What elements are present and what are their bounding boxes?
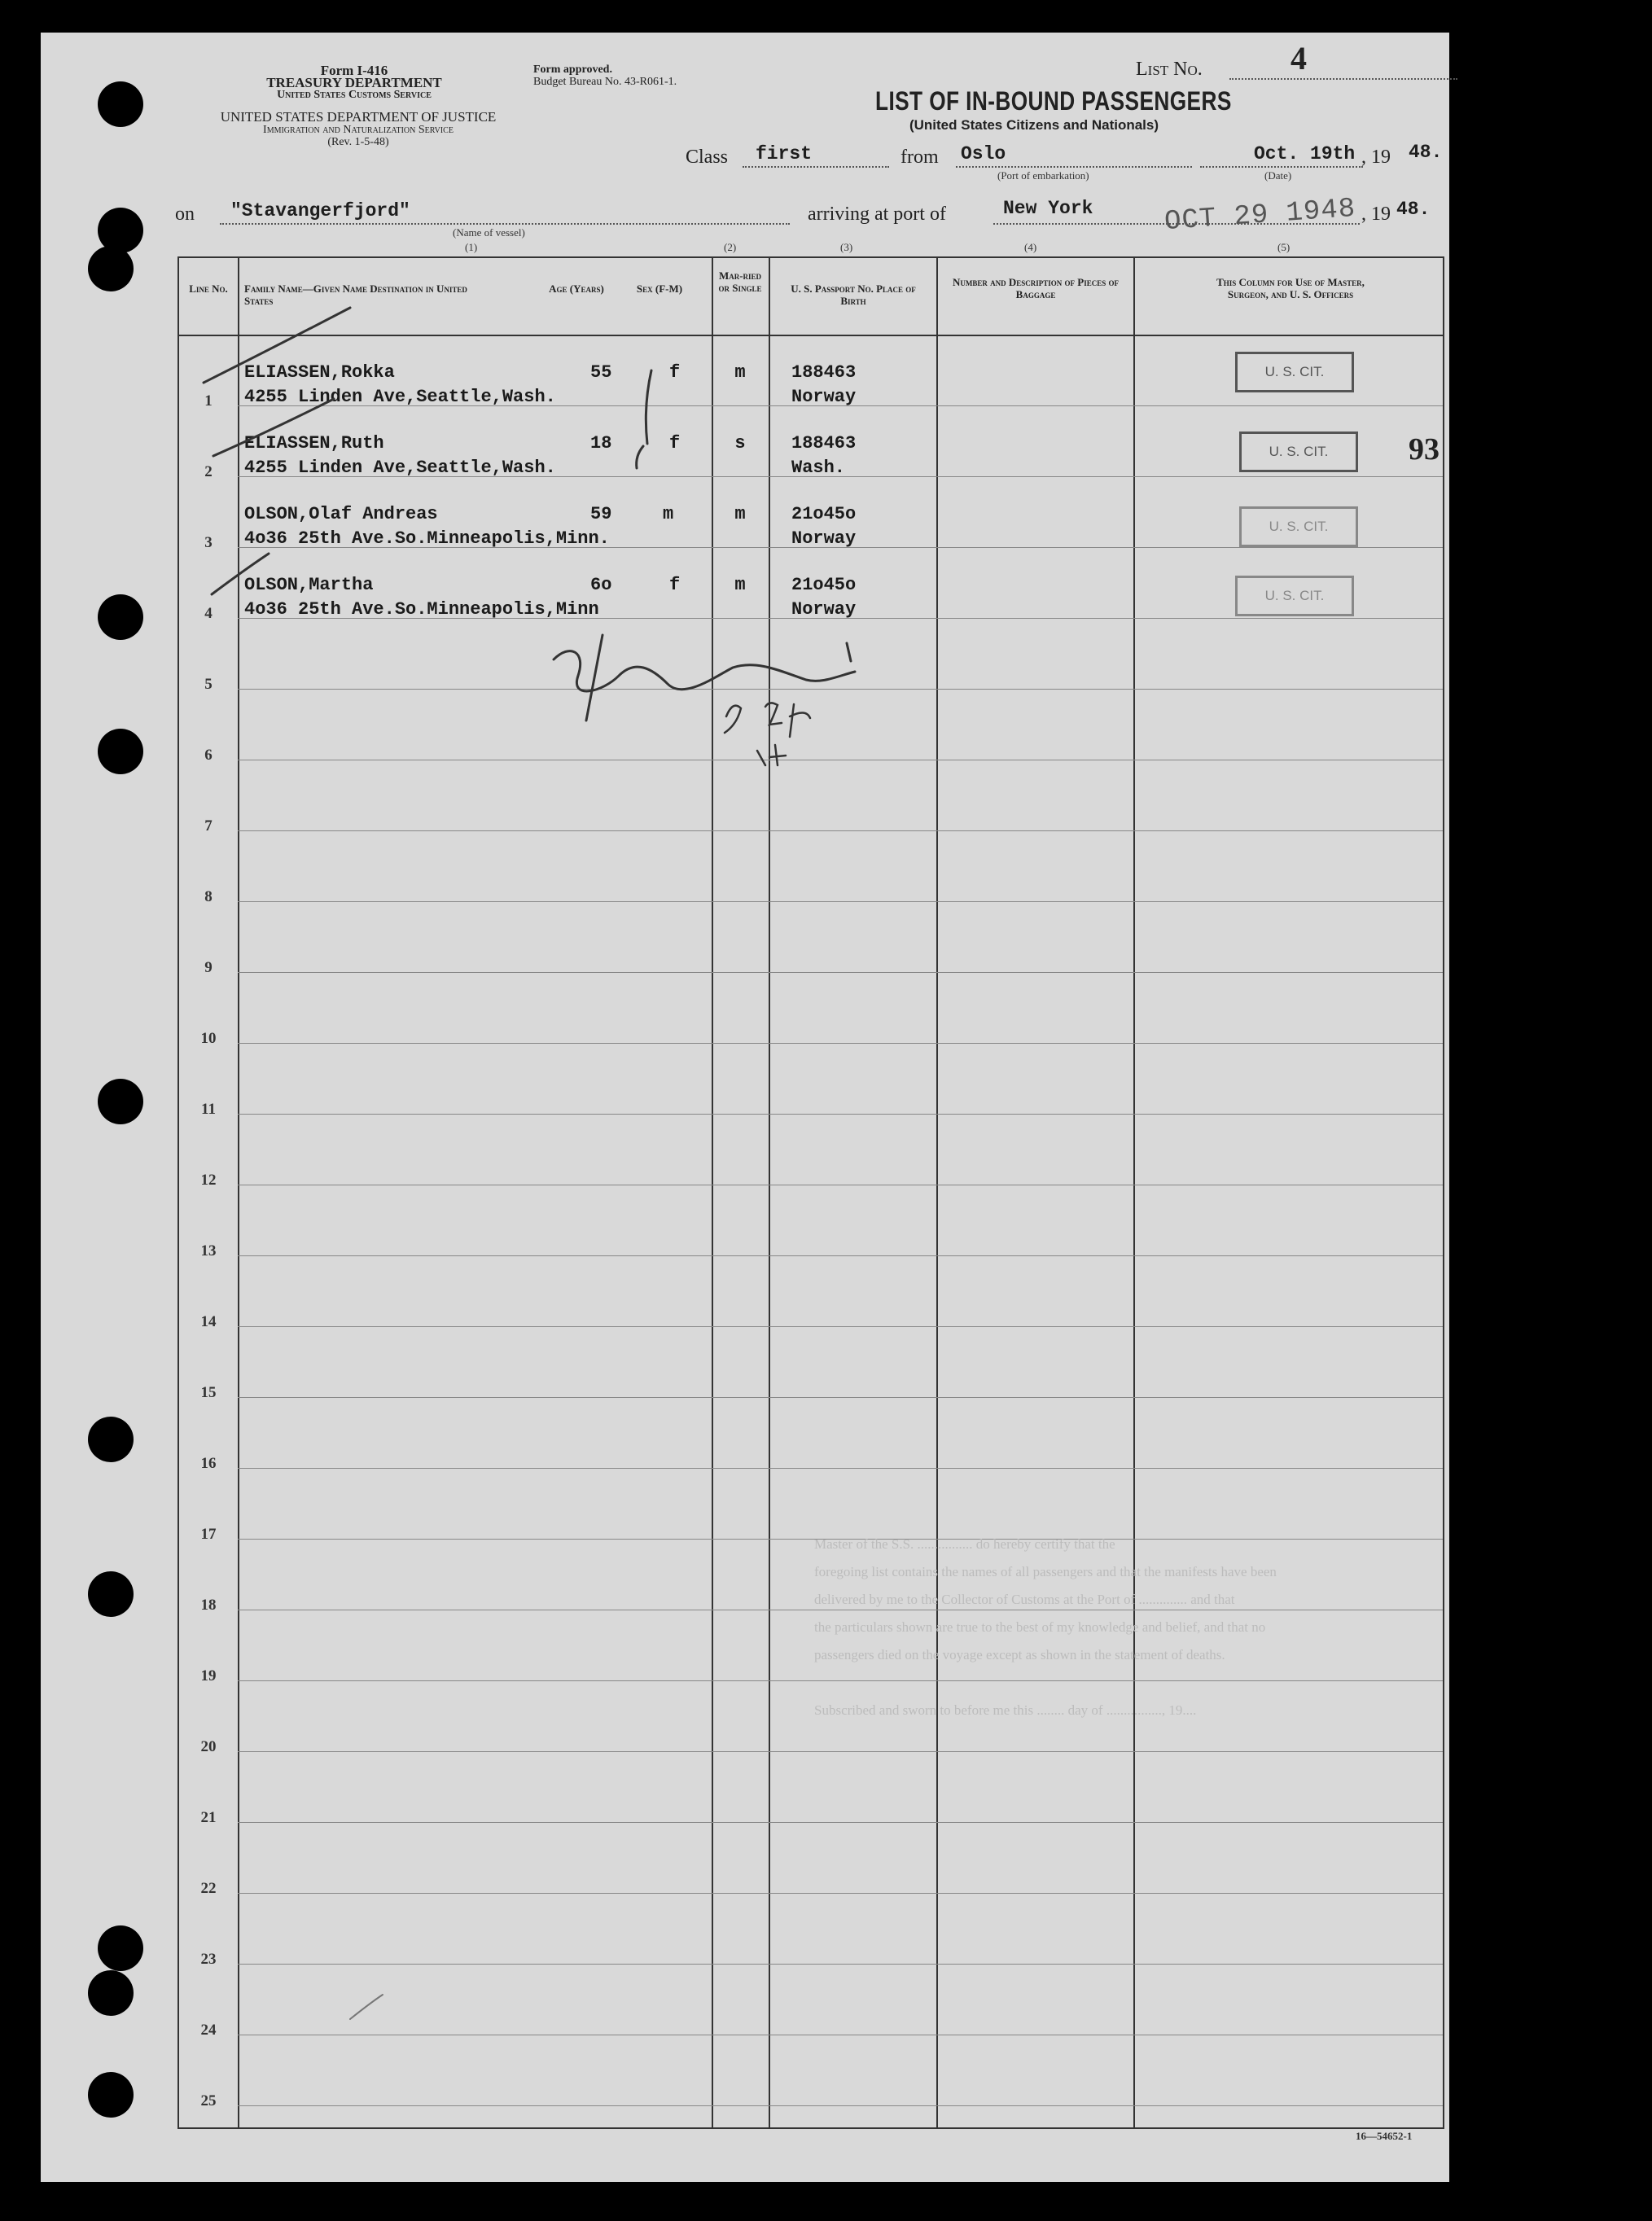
passenger-address: 4255 Linden Ave,Seattle,Wash. bbox=[244, 458, 556, 478]
list-title: LIST OF IN-BOUND PASSENGERS bbox=[875, 86, 1232, 116]
passenger-address: 4o36 25th Ave.So.Minneapolis,Minn bbox=[244, 599, 599, 620]
line-number: 25 bbox=[200, 2092, 217, 2109]
line-number: 10 bbox=[200, 1030, 217, 1047]
us-cit-stamp: U. S. CIT. bbox=[1239, 506, 1358, 547]
line-number: 15 bbox=[200, 1384, 217, 1401]
arrival-date-stamp: OCT 29 1948 bbox=[1163, 193, 1357, 239]
passenger-status: m bbox=[734, 504, 746, 524]
column-number-3: (3) bbox=[840, 241, 853, 253]
line-number: 20 bbox=[200, 1738, 217, 1755]
passport-number: 188463 bbox=[791, 433, 857, 453]
header-age: Age (Years) bbox=[549, 283, 604, 295]
passenger-status: m bbox=[734, 575, 746, 595]
line-number: 3 bbox=[204, 534, 213, 551]
budget-bureau: Budget Bureau No. 43-R061-1. bbox=[533, 76, 677, 88]
passenger-name: OLSON,Martha bbox=[244, 575, 374, 595]
class-value: first bbox=[756, 143, 813, 164]
ins-service: Immigration and Naturalization Service bbox=[263, 124, 454, 136]
footer-code: 16—54652-1 bbox=[1356, 2130, 1413, 2142]
line-number: 21 bbox=[200, 1809, 217, 1826]
passport-number: 188463 bbox=[791, 362, 857, 383]
line-number: 6 bbox=[204, 747, 213, 764]
passenger-sex: f bbox=[669, 575, 681, 595]
form-approved: Form approved. bbox=[533, 64, 612, 76]
year-prefix: , 19 bbox=[1361, 147, 1391, 168]
bracket-mark bbox=[646, 370, 651, 444]
line-number: 13 bbox=[200, 1242, 217, 1259]
treasury-department: TREASURY DEPARTMENT bbox=[266, 75, 442, 90]
header-passport: U. S. Passport No. Place of Birth bbox=[791, 283, 916, 307]
line-number: 24 bbox=[200, 2022, 217, 2039]
arrival-port: New York bbox=[1003, 198, 1093, 219]
line-number: 2 bbox=[204, 463, 213, 480]
line-number: 8 bbox=[204, 888, 213, 905]
from-label: from bbox=[900, 147, 939, 168]
margin-page-number: 93 bbox=[1409, 432, 1439, 467]
line-number: 19 bbox=[200, 1667, 217, 1684]
line-number: 22 bbox=[200, 1880, 217, 1897]
arrival-year: 48. bbox=[1396, 199, 1431, 220]
us-cit-stamp: U. S. CIT. bbox=[1235, 352, 1354, 392]
line-number: 17 bbox=[200, 1526, 217, 1543]
place-of-birth: Norway bbox=[791, 387, 857, 407]
place-of-birth: Norway bbox=[791, 599, 857, 620]
time-note bbox=[790, 704, 810, 737]
time-note bbox=[757, 745, 786, 765]
port-caption: (Port of embarkation) bbox=[997, 169, 1089, 182]
passenger-name: OLSON,Olaf Andreas bbox=[244, 504, 438, 524]
date-caption: (Date) bbox=[1264, 169, 1292, 182]
passenger-age: 6o bbox=[590, 575, 612, 595]
column-number-2: (2) bbox=[724, 241, 737, 253]
from-value: Oslo bbox=[961, 143, 1006, 164]
column-number-4: (4) bbox=[1024, 241, 1037, 253]
line-number: 11 bbox=[201, 1101, 216, 1118]
line-number: 4 bbox=[204, 605, 213, 622]
passenger-address: 4o36 25th Ave.So.Minneapolis,Minn. bbox=[244, 528, 610, 549]
passenger-sex: m bbox=[663, 504, 674, 524]
vessel-name: "Stavangerfjord" bbox=[230, 200, 410, 221]
list-no-value: 4 bbox=[1290, 40, 1307, 77]
list-subtitle: (United States Citizens and Nationals) bbox=[909, 117, 1159, 133]
column-number-5: (5) bbox=[1277, 241, 1290, 253]
line-number: 5 bbox=[204, 676, 213, 693]
class-label: Class bbox=[686, 147, 729, 168]
form-number: Form I-416 bbox=[320, 63, 388, 78]
arrival-year-prefix: , 19 bbox=[1361, 204, 1391, 225]
form-revision: (Rev. 1-5-48) bbox=[327, 136, 389, 148]
check-mark bbox=[212, 554, 269, 594]
line-number: 18 bbox=[200, 1597, 217, 1614]
place-of-birth: Norway bbox=[791, 528, 857, 549]
passport-number: 21o45o bbox=[791, 575, 857, 595]
check-mark bbox=[213, 399, 334, 456]
customs-service: United States Customs Service bbox=[277, 89, 432, 101]
us-cit-stamp: U. S. CIT. bbox=[1235, 576, 1354, 616]
line-number: 1 bbox=[204, 392, 213, 410]
on-label: on bbox=[175, 204, 195, 225]
passenger-address: 4255 Linden Ave,Seattle,Wash. bbox=[244, 387, 556, 407]
officer-signature bbox=[847, 643, 851, 661]
time-note bbox=[725, 706, 741, 733]
bleed-through-text: Master of the S.S. ................ do hereby certify that the foregoing list contains the names of all passengers and that the manifests have been delivered by me to the Collector of Customs at the Port of .............. and that the particulars shown are true to the best of my knowledge and belief, and that no passengers died on the voyage except as shown in the statement of deaths. Subscribed and sworn to before me this ........ day of ................, 19.... bbox=[814, 1536, 1277, 1718]
pencil-mark bbox=[350, 1995, 383, 2019]
passport-number: 21o45o bbox=[791, 504, 857, 524]
arriving-label: arriving at port of bbox=[808, 204, 946, 225]
passenger-status: s bbox=[734, 433, 746, 453]
passenger-status: m bbox=[734, 362, 746, 383]
bracket-mark bbox=[637, 446, 643, 468]
line-number: 9 bbox=[204, 959, 213, 976]
time-note bbox=[765, 703, 782, 725]
passenger-name: ELIASSEN,Rokka bbox=[244, 362, 395, 383]
header-line-no: Line No. bbox=[189, 283, 228, 295]
year-value: 48. bbox=[1409, 142, 1443, 163]
justice-department: UNITED STATES DEPARTMENT OF JUSTICE bbox=[220, 109, 497, 125]
line-number: 7 bbox=[204, 817, 213, 835]
date-value: Oct. 19th bbox=[1254, 143, 1356, 164]
header-sex: Sex (F-M) bbox=[636, 283, 683, 295]
passenger-age: 59 bbox=[590, 504, 612, 524]
passenger-sex: f bbox=[669, 362, 681, 383]
passenger-sex: f bbox=[669, 433, 681, 453]
passenger-name: ELIASSEN,Ruth bbox=[244, 433, 384, 453]
line-number: 23 bbox=[200, 1951, 217, 1968]
officer-signature bbox=[586, 635, 603, 721]
header-baggage: Number and Description of Pieces of Baggage bbox=[953, 276, 1119, 300]
passenger-age: 55 bbox=[590, 362, 612, 383]
column-number-1: (1) bbox=[465, 241, 478, 253]
us-cit-stamp: U. S. CIT. bbox=[1239, 431, 1358, 472]
line-number: 12 bbox=[200, 1172, 217, 1189]
place-of-birth: Wash. bbox=[791, 458, 846, 478]
header-officers: This Column for Use of Master, Surgeon, and U. S. Officers bbox=[1216, 276, 1365, 300]
passenger-age: 18 bbox=[590, 433, 612, 453]
line-number: 14 bbox=[200, 1313, 217, 1330]
list-no-label: List No. bbox=[1136, 59, 1203, 80]
header-married: Mar-ried or Single bbox=[718, 269, 762, 294]
header-name: Family Name—Given Name Destination in United States bbox=[244, 283, 467, 307]
line-number: 16 bbox=[200, 1455, 217, 1472]
check-mark bbox=[204, 308, 350, 383]
vessel-caption: (Name of vessel) bbox=[453, 226, 525, 239]
